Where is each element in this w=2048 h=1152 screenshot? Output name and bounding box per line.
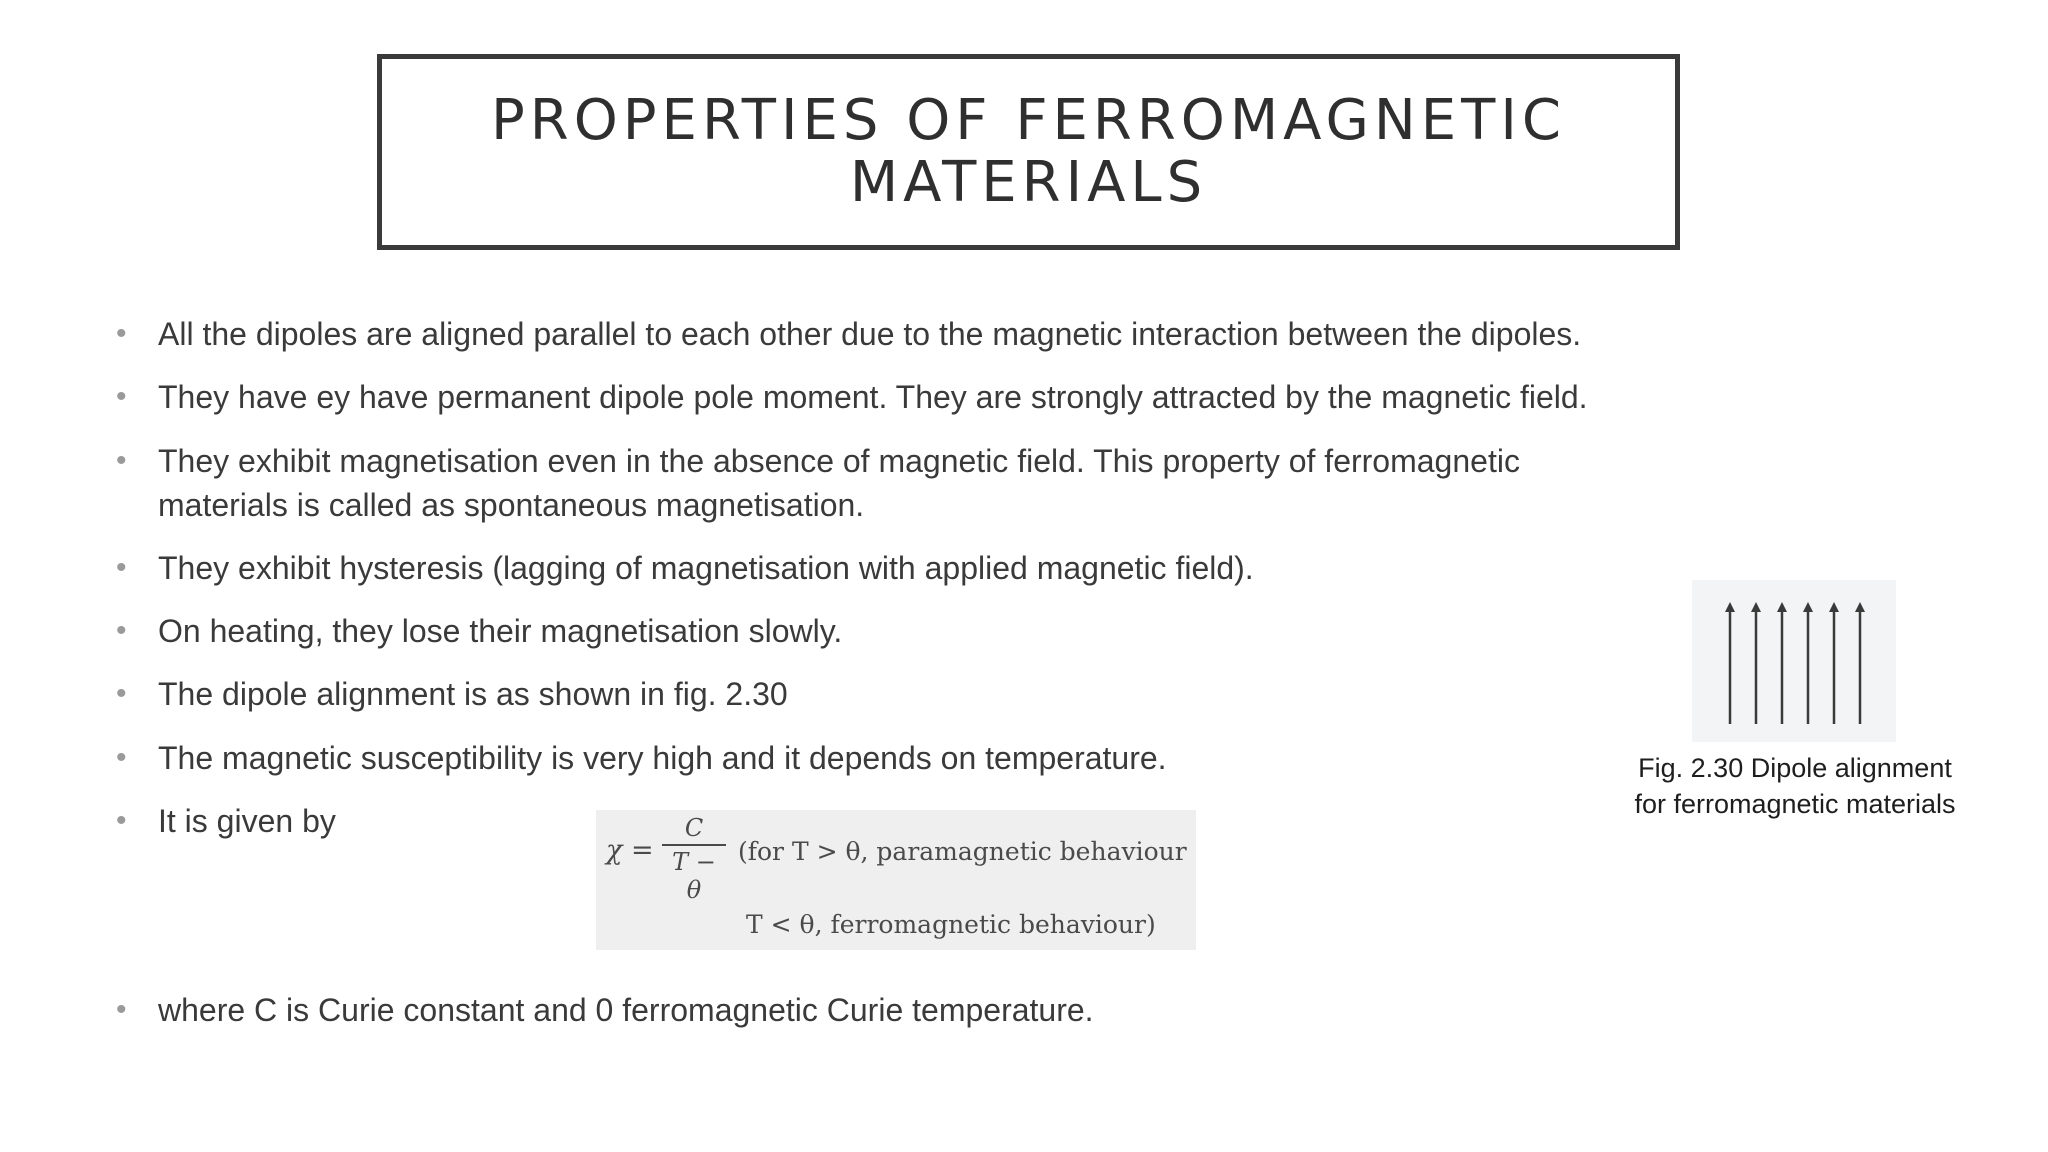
bullet-marker: • xyxy=(116,993,127,1026)
bullet-item xyxy=(116,609,1676,653)
bullet-text: They exhibit magnetisation even in the absence of magnetic field. This property of ferromagnetic materials is called as spontaneous magnetisation. xyxy=(158,443,1520,523)
dipole-arrow-head xyxy=(1751,602,1761,612)
bullet-text: They exhibit hysteresis (lagging of magnetisation with applied magnetic field). xyxy=(158,550,1254,586)
bullet-text: The magnetic susceptibility is very high and it depends on temperature. xyxy=(158,740,1167,776)
dipole-arrow-head xyxy=(1855,602,1865,612)
bullet-item xyxy=(116,988,1676,1032)
dipole-arrow-head xyxy=(1803,602,1813,612)
bullet-text: On heating, they lose their magnetisation slowly. xyxy=(158,613,843,649)
bullet-marker: • xyxy=(116,677,127,710)
bullet-marker: • xyxy=(116,380,127,413)
title-box xyxy=(377,54,1680,250)
bullet-marker: • xyxy=(116,551,127,584)
bullet-text: All the dipoles are aligned parallel to each other due to the magnetic interaction between the dipoles. xyxy=(158,316,1582,352)
bullet-marker: • xyxy=(116,741,127,774)
bullet-text: It is given by xyxy=(158,803,336,839)
susceptibility-formula xyxy=(596,810,1196,950)
bullet-item xyxy=(116,375,1676,419)
dipole-arrows-icon xyxy=(1692,580,1896,742)
dipole-arrow-head xyxy=(1777,602,1787,612)
dipole-alignment-figure xyxy=(1692,580,1896,742)
figure-caption-line-2: for ferromagnetic materials xyxy=(1634,789,1956,819)
bullet-text: where C is Curie constant and 0 ferromagnetic Curie temperature. xyxy=(158,992,1094,1028)
formula-condition-paramagnetic: (for T > θ, paramagnetic behaviour xyxy=(738,837,1187,866)
bullet-text: They have ey have permanent dipole pole moment. They are strongly attracted by the magnetic field. xyxy=(158,379,1588,415)
dipole-arrow-head xyxy=(1725,602,1735,612)
bullet-marker: • xyxy=(116,444,127,477)
figure-caption xyxy=(1610,750,1980,822)
bullet-marker: • xyxy=(116,614,127,647)
formula-lhs: χ = xyxy=(606,835,654,866)
formula-numerator: C xyxy=(662,814,726,846)
bullet-item xyxy=(116,312,1676,356)
dipole-arrow-head xyxy=(1829,602,1839,612)
slide-title-line-2: MATERIALS xyxy=(849,150,1208,215)
bullet-item xyxy=(116,736,1676,780)
bullet-marker: • xyxy=(116,317,127,350)
formula-condition-ferromagnetic: T < θ, ferromagnetic behaviour) xyxy=(746,910,1156,939)
bullet-marker: • xyxy=(116,804,127,837)
formula-denominator: T − θ xyxy=(672,848,716,904)
bullet-text: The dipole alignment is as shown in fig. 2.30 xyxy=(158,676,788,712)
bullet-item xyxy=(116,546,1676,590)
bullet-item xyxy=(116,439,1676,527)
bullet-item xyxy=(116,672,1676,716)
figure-caption-line-1: Fig. 2.30 Dipole alignment xyxy=(1638,753,1952,783)
slide-title-line-1: PROPERTIES OF FERROMAGNETIC xyxy=(491,88,1566,153)
formula-fraction xyxy=(662,814,726,904)
